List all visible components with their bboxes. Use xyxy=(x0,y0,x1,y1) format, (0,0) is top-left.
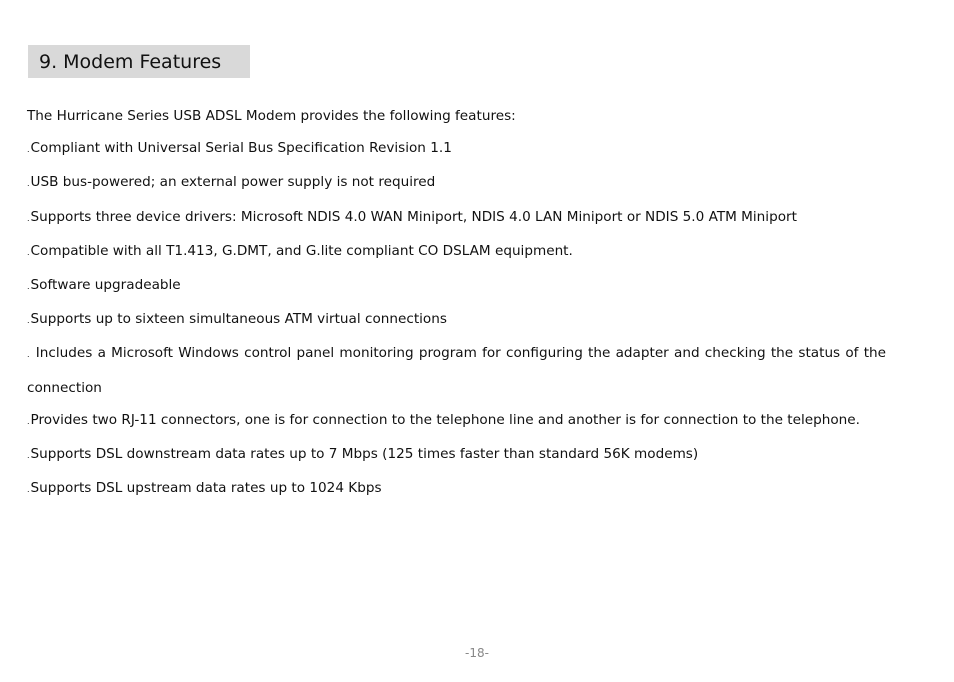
feature-item xyxy=(27,337,886,403)
intro-paragraph: The Hurricane Series USB ADSL Modem provides the following features: xyxy=(27,108,516,124)
feature-item xyxy=(27,201,886,235)
bullet-marker: . xyxy=(27,350,30,360)
feature-item xyxy=(27,132,886,166)
bullet-marker: . xyxy=(27,282,30,292)
feature-item xyxy=(27,472,886,506)
bullet-marker: . xyxy=(27,213,30,223)
bullet-marker: . xyxy=(27,179,30,189)
feature-item xyxy=(27,404,886,438)
bullet-marker: . xyxy=(27,145,30,155)
feature-list xyxy=(27,132,886,506)
feature-text: Supports three device drivers: Microsoft NDIS 4.0 WAN Miniport, NDIS 4.0 LAN Miniport or NDIS 5.0 ATM Miniport xyxy=(30,208,797,225)
feature-text: Supports up to sixteen simultaneous ATM virtual connections xyxy=(30,311,447,328)
bullet-marker: . xyxy=(27,485,30,495)
feature-text: Provides two RJ-11 connectors, one is for connection to the telephone line and another is for connection to the telephone. xyxy=(30,411,860,428)
feature-text: Compliant with Universal Serial Bus Specification Revision 1.1 xyxy=(30,140,452,157)
feature-text: USB bus-powered; an external power supply is not required xyxy=(30,174,436,191)
feature-item xyxy=(27,166,886,200)
feature-text: Supports DSL downstream data rates up to 7 Mbps (125 times faster than standard 56K modems) xyxy=(30,446,699,463)
feature-text: Includes a Microsoft Windows control panel monitoring program for configuring the adapter and checking the status of the connection xyxy=(27,345,887,396)
page-number: -18- xyxy=(465,646,489,660)
bullet-marker: . xyxy=(27,316,30,326)
feature-text: Software upgradeable xyxy=(30,277,181,294)
section-heading: 9. Modem Features xyxy=(28,45,250,78)
feature-item xyxy=(27,303,886,337)
bullet-marker: . xyxy=(27,416,30,426)
feature-text: Compatible with all T1.413, G.DMT, and G.lite compliant CO DSLAM equipment. xyxy=(30,242,573,259)
feature-text: Supports DSL upstream data rates up to 1024 Kbps xyxy=(30,480,382,497)
feature-item xyxy=(27,235,886,269)
bullet-marker: . xyxy=(27,247,30,257)
bullet-marker: . xyxy=(27,451,30,461)
feature-item xyxy=(27,269,886,303)
document-body xyxy=(27,100,886,506)
feature-item xyxy=(27,438,886,472)
